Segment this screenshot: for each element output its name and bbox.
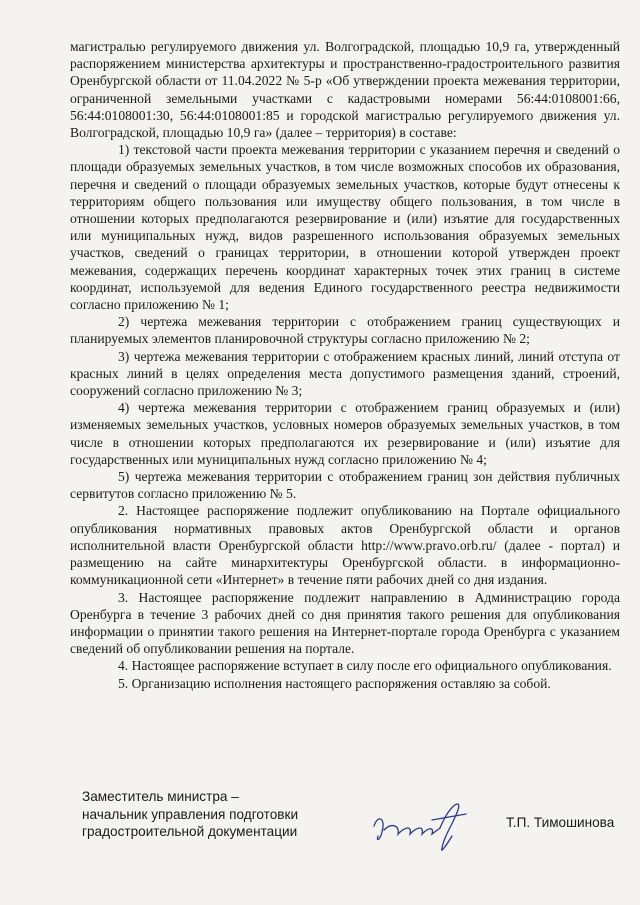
paragraph-item-1: 1) текстовой части проекта межевания территории с указанием перечня и сведений о площади образуемых земельных участков, в том числе возможных способов их образования, перечня и сведений о площади образуемых земельных участков, которые будут отнесены к территориям общего пользования или имуществу общего пользования, в том числе в отношении которых предполагаются резервирование и (или) изъятие для государственных или муниципальных нужд, видов разрешенного использования образуемых земельных участков, сведений о границах территории, в отношении которой утвержден проект межевания, содержащих перечень координат характерных точек этих границ в системе координат, используемой для ведения Единого государственного реестра недвижимости согласно приложению № 1; [70,142,620,313]
paragraph-item-4: 4) чертежа межевания территории с отображением границ образуемых и (или) изменяемых земельных участков, условных номеров образуемых земельных участков, в том числе в отношении которых предполагаются их резервирование и (или) изъятие для государственных или муниципальных нужд согласно приложению № 4; [70,400,620,467]
signatory-position-line: Заместитель министра – [82,789,239,804]
handwritten-signature [370,796,482,856]
paragraph-clause-4: 4. Настоящее распоряжение вступает в силу после его официального опубликования. [118,658,612,674]
signatory-name: Т.П. Тимошинова [506,815,615,830]
signatory-position-line: начальник управления подготовки [82,806,299,822]
paragraph-item-3: 3) чертежа межевания территории с отображением красных линий, линий отступа от красных линий в целях определения места допустимого размещения зданий, строений, сооружений согласно приложению № 3; [70,348,620,399]
signatory-position [82,788,298,841]
paragraph-clause-3: 3. Настоящее распоряжение подлежит направлению в Администрацию города Оренбурга в течение 3 рабочих дней со дня принятия такого решения для опубликования информации о принятии такого решения на Интернет-портале города Оренбурга с указанием сведений об опубликовании решения на портале. [70,589,620,657]
document-body [70,38,620,692]
paragraph-intro: магистралью регулируемого движения ул. Волгоградской, площадью 10,9 га, утвержденный распоряжением министерства архитектуры и пространственно-градостроительного развития Оренбургской области от 11.04.2022 № 5-р «Об утверждении проекта межевания территории, ограниченной земельными участками с кадастровыми номерами 56:44:0108001:66, 56:44:0108001:30, 56:44:0108001:85 и городской магистралью регулируемого движения ул. Волгоградской, площадью 10,9 га» (далее – территория) в составе: [70,39,620,141]
paragraph-clause-5: 5. Организацию исполнения настоящего распоряжения оставляю за собой. [118,675,551,691]
paragraph-item-2: 2) чертежа межевания территории с отображением границ существующих и планируемых элементов планировочной структуры согласно приложению № 2; [70,314,620,347]
signatory-position-line: градостроительной документации [82,824,298,840]
paragraph-clause-2: 2. Настоящее распоряжение подлежит опубликованию на Портале официального опубликования нормативных правовых актов Оренбургской области и органов исполнительной власти Оренбургской области http://www.pravo.orb.ru/ (далее - портал) и размещению на сайте минархитектуры Оренбургской области. в информационно-коммуникационной сети «Интернет» в течение пяти рабочих дней со дня издания. [70,503,620,588]
paragraph-item-5: 5) чертежа межевания территории с отображением границ зон действия публичных сервитутов согласно приложению № 5. [70,469,620,502]
